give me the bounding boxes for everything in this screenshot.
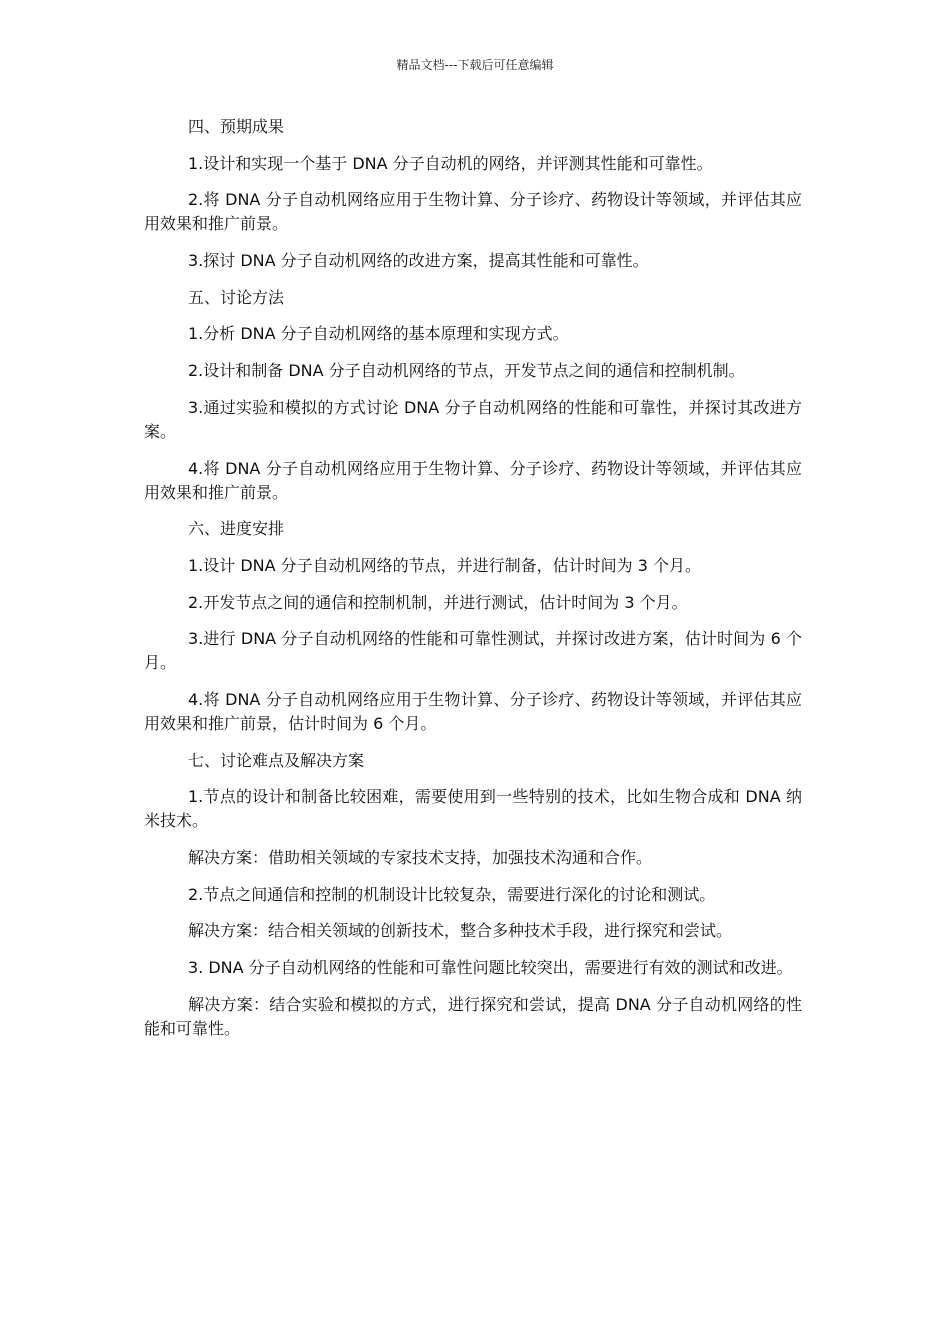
paragraph: 解决方案：借助相关领域的专家技术支持，加强技术沟通和合作。 (188, 848, 653, 867)
paragraph: 4.将 DNA 分子自动机网络应用于生物计算、分子诊疗、药物设计等领域，并评估其应用效果和推广前景，估计时间为 6 个月。 (144, 689, 802, 733)
paragraph: 2.节点之间通信和控制的机制设计比较复杂，需要进行深化的讨论和测试。 (188, 884, 716, 904)
paragraph: 2.设计和制备 DNA 分子自动机网络的节点，开发节点之间的通信和控制机制。 (188, 361, 745, 381)
section-heading-methods: 五、讨论方法 (188, 287, 285, 307)
paragraph: 1.分析 DNA 分子自动机网络的基本原理和实现方式。 (188, 324, 569, 344)
paragraph: 解决方案：结合相关领域的创新技术，整合多种技术手段，进行探究和尝试。 (188, 921, 733, 941)
section-heading-expected-results: 四、预期成果 (188, 117, 285, 136)
paragraph: 3.探讨 DNA 分子自动机网络的改进方案，提高其性能和可靠性。 (188, 251, 649, 271)
document-body (144, 115, 802, 1053)
paragraph: 2.将 DNA 分子自动机网络应用于生物计算、分子诊疗、药物设计等领域，并评估其应用效果和推广前景。 (144, 190, 802, 234)
paragraph: 解决方案：结合实验和模拟的方式，进行探究和尝试，提高 DNA 分子自动机网络的性能和可靠性。 (144, 994, 802, 1038)
paragraph: 1.设计 DNA 分子自动机网络的节点，并进行制备，估计时间为 3 个月。 (188, 555, 702, 575)
paragraph: 4.将 DNA 分子自动机网络应用于生物计算、分子诊疗、药物设计等领域，并评估其应用效果和推广前景。 (144, 458, 802, 502)
section-heading-difficulties: 七、讨论难点及解决方案 (188, 750, 365, 770)
paragraph: 3.进行 DNA 分子自动机网络的性能和可靠性测试，并探讨改进方案，估计时间为 6 个月。 (144, 629, 802, 673)
page-header: 精品文档---下载后可任意编辑 (396, 58, 554, 72)
paragraph: 3. DNA 分子自动机网络的性能和可靠性问题比较突出，需要进行有效的测试和改进。 (188, 958, 793, 978)
paragraph: 3.通过实验和模拟的方式讨论 DNA 分子自动机网络的性能和可靠性，并探讨其改进方案。 (144, 397, 802, 441)
paragraph: 2.开发节点之间的通信和控制机制，并进行测试，估计时间为 3 个月。 (188, 592, 688, 612)
paragraph: 1.节点的设计和制备比较困难，需要使用到一些特别的技术，比如生物合成和 DNA 纳米技术。 (144, 787, 802, 831)
section-heading-schedule: 六、进度安排 (188, 519, 285, 539)
paragraph: 1.设计和实现一个基于 DNA 分子自动机的网络，并评测其性能和可靠性。 (188, 153, 713, 173)
